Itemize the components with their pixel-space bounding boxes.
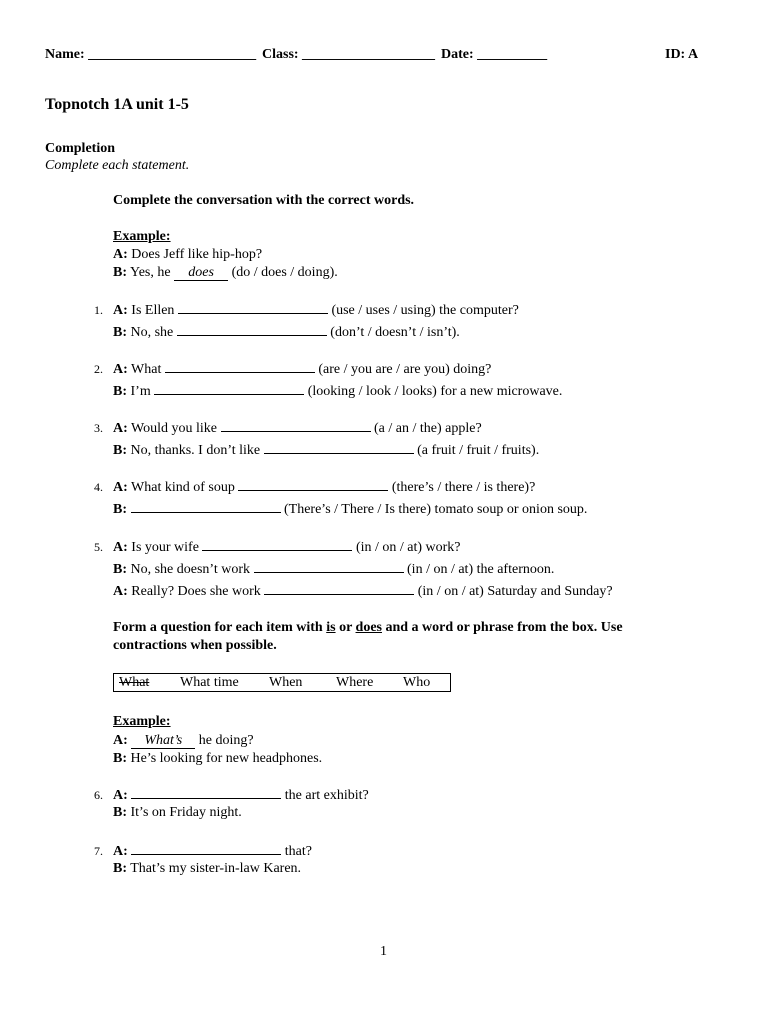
part2-instruction-line2: contractions when possible. (113, 638, 277, 653)
section-subtitle: Complete each statement. (45, 158, 190, 173)
part2-example-a: A: What’s he doing? (113, 733, 254, 748)
part2-example-label: Example: (113, 714, 171, 729)
part2-instruction: Form a question for each item with is or does and a word or phrase from the box. Use (113, 620, 623, 635)
answer-blank[interactable] (221, 419, 371, 432)
item-line: A: Is your wife (in / on / at) work? (113, 540, 461, 555)
item-line-b: B: That’s my sister-in-law Karen. (113, 861, 302, 876)
item-line: A: What kind of soup (there’s / there / is there)? (113, 480, 536, 495)
header-name: Name: ________________________ (45, 47, 257, 62)
header-date: Date: __________ (441, 47, 548, 62)
item-line-a: A: the art exhibit? (113, 788, 369, 803)
item-line-b: B: It’s on Friday night. (113, 805, 242, 820)
item-line: B: I’m (looking / look / looks) for a new microwave. (113, 384, 563, 399)
item-number: 4. (94, 480, 103, 494)
answer-blank[interactable] (178, 301, 328, 314)
part1-example-a: A: Does Jeff like hip-hop? (113, 247, 263, 262)
example-answer: What’s (131, 734, 195, 749)
part2-example-b: B: He’s looking for new headphones. (113, 751, 323, 766)
item-number: 3. (94, 421, 103, 435)
answer-blank[interactable] (131, 500, 281, 513)
part1-example-label: Example: (113, 229, 171, 244)
item-number: 1. (94, 303, 103, 317)
answer-blank[interactable] (154, 382, 304, 395)
item-line: A: Is Ellen (use / uses / using) the computer? (113, 303, 519, 318)
item-line: A: Really? Does she work (in / on / at) Saturday and Sunday? (113, 584, 613, 599)
header-class: Class: ___________________ (262, 47, 436, 62)
page-number: 1 (380, 944, 387, 959)
answer-blank[interactable] (238, 478, 388, 491)
item-line-a: A: that? (113, 844, 312, 859)
item-line: B: No, thanks. I don’t like (a fruit / fruit / fruits). (113, 443, 540, 458)
answer-blank[interactable] (131, 842, 281, 855)
answer-blank[interactable] (254, 560, 404, 573)
item-line: A: What (are / you are / are you) doing? (113, 362, 492, 377)
word-box-struck: What (119, 675, 150, 690)
answer-blank[interactable] (264, 582, 414, 595)
answer-blank[interactable] (131, 786, 281, 799)
item-line: A: Would you like (a / an / the) apple? (113, 421, 482, 436)
word-box-item: Where (336, 675, 374, 690)
part1-example-b: B: Yes, he does (do / does / doing). (113, 265, 338, 280)
item-line: B: No, she doesn’t work (in / on / at) the afternoon. (113, 562, 555, 577)
section-title: Completion (45, 141, 115, 156)
page-title: Topnotch 1A unit 1-5 (45, 96, 189, 113)
item-line: B: No, she (don’t / doesn’t / isn’t). (113, 325, 460, 340)
word-box (113, 673, 451, 692)
word-box-item: What time (180, 675, 239, 690)
item-number: 7. (94, 844, 103, 858)
example-answer: does (174, 266, 228, 281)
answer-blank[interactable] (177, 323, 327, 336)
item-number: 5. (94, 540, 103, 554)
answer-blank[interactable] (202, 538, 352, 551)
item-number: 2. (94, 362, 103, 376)
part1-instruction: Complete the conversation with the correct words. (113, 193, 415, 208)
header-id: ID: A (665, 47, 699, 62)
word-box-item: When (269, 675, 303, 690)
answer-blank[interactable] (264, 441, 414, 454)
item-line: B: (There’s / There / Is there) tomato soup or onion soup. (113, 502, 588, 517)
word-box-item: Who (403, 675, 431, 690)
item-number: 6. (94, 788, 103, 802)
answer-blank[interactable] (165, 360, 315, 373)
